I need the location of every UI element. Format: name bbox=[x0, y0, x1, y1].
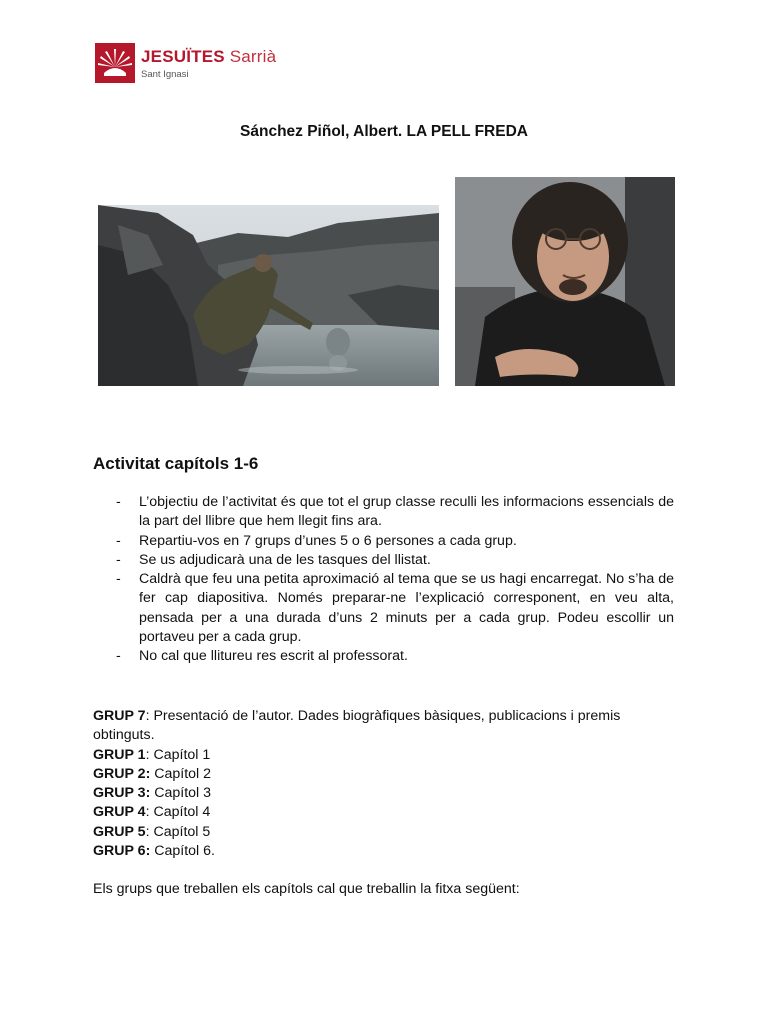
list-item-text: Se us adjudicarà una de les tasques del llistat. bbox=[139, 551, 431, 568]
logo-name-light: Sarrià bbox=[229, 47, 277, 66]
group-label: GRUP 6: bbox=[93, 843, 151, 860]
group-row: GRUP 7: Presentació de l’autor. Dades biogràfiques bàsiques, publicacions i premis obtinguts. bbox=[93, 708, 621, 744]
logo-name-bold: JESUÏTES bbox=[141, 47, 225, 66]
group-task: Capítol 5 bbox=[149, 823, 211, 840]
list-item-text: Repartiu-vos en 7 grups d’unes 5 o 6 persones a cada grup. bbox=[139, 532, 517, 549]
instructions-list bbox=[116, 493, 674, 667]
group-label: GRUP 3: bbox=[93, 785, 151, 802]
list-item: - L’objectiu de l’activitat és que tot el grup classe reculli les informacions essencials de la part del llibre que hem llegit fins ara. bbox=[116, 494, 674, 530]
logo-wordmark bbox=[141, 47, 276, 67]
list-item: - Caldrà que feu una petita aproximació al tema que se us hagi encarregat. No s’ha de fer cap diapositiva. Només preparar-ne l’explicació corresponent, en veu alta, pensada per a una durada d’uns 2 minuts per a cada grup. Podeu escollir un portaveu per a cada grup. bbox=[116, 571, 674, 646]
list-item: - No cal que llitureu res escrit al professorat. bbox=[116, 648, 408, 665]
list-item-text: No cal que llitureu res escrit al professorat. bbox=[139, 648, 408, 665]
group-label: GRUP 2: bbox=[93, 765, 151, 782]
closing-paragraph: Els grups que treballen els capítols cal que treballin la fitxa següent: bbox=[93, 881, 520, 897]
group-task: Capítol 1 bbox=[149, 746, 211, 763]
group-task: Capítol 6. bbox=[150, 843, 215, 860]
activity-heading: Activitat capítols 1-6 bbox=[93, 454, 259, 473]
author-portrait-photo bbox=[455, 177, 675, 386]
group-label: GRUP 4 bbox=[93, 804, 146, 821]
group-task: Capítol 2 bbox=[150, 765, 212, 782]
page-title: Sánchez Piñol, Albert. LA PELL FREDA bbox=[240, 123, 528, 140]
list-item-text: Caldrà que feu una petita aproximació al tema que se us hagi encarregat. No s’ha de fer cap diapositiva. Només preparar-ne l’explicació corresponent, en veu alta, pensada per a una durada d’uns 2 minuts per a cada grup. Podeu escollir un portaveu per a cada grup. bbox=[139, 571, 674, 646]
group-task: Presentació de l’autor. Dades biogràfiques bàsiques, publicacions i premis obtinguts. bbox=[93, 708, 621, 744]
group-task: Capítol 3 bbox=[150, 785, 212, 802]
school-logo bbox=[95, 43, 285, 85]
group-row: GRUP 1: Capítol 1 bbox=[93, 746, 211, 763]
group-row bbox=[93, 765, 678, 784]
group-assignments bbox=[93, 707, 678, 861]
group-task: Capítol 4 bbox=[149, 804, 211, 821]
logo-subtitle: Sant Ignasi bbox=[141, 69, 189, 80]
list-item: - Repartiu-vos en 7 grups d’unes 5 o 6 persones a cada grup. bbox=[116, 532, 517, 549]
list-item-text: L’objectiu de l’activitat és que tot el grup classe reculli les informacions essencials de la part del llibre que hem llegit fins ara. bbox=[139, 494, 674, 530]
list-item: - Se us adjudicarà una de les tasques del llistat. bbox=[116, 551, 431, 568]
group-row bbox=[93, 784, 678, 803]
group-label: GRUP 5 bbox=[93, 823, 146, 840]
school-crest-icon bbox=[95, 43, 135, 83]
group-label: GRUP 7 bbox=[93, 708, 146, 724]
group-row: GRUP 5: Capítol 5 bbox=[93, 823, 211, 840]
group-label: GRUP 1 bbox=[93, 746, 146, 763]
group-row: GRUP 4: Capítol 4 bbox=[93, 804, 211, 821]
film-still-photo bbox=[98, 205, 439, 386]
group-row bbox=[93, 842, 678, 861]
